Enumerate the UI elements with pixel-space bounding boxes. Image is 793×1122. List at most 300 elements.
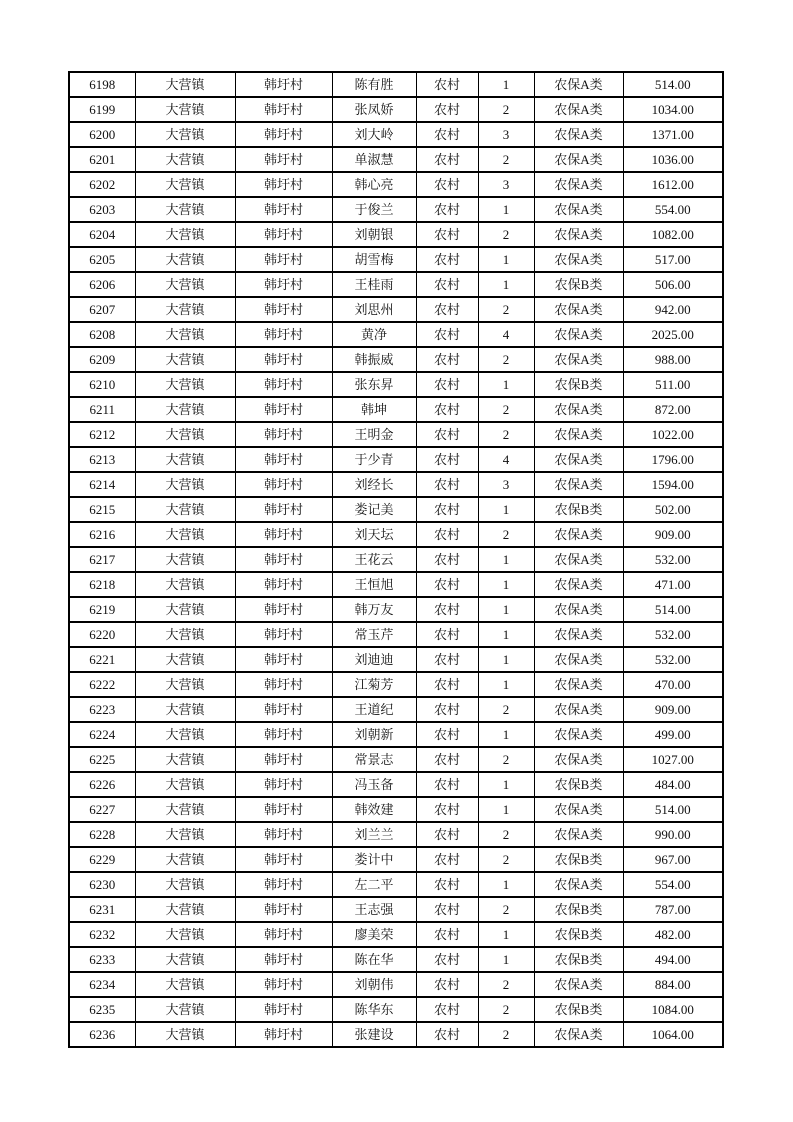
cell-household-type: 农村 (416, 397, 478, 422)
cell-person-count: 2 (478, 822, 534, 847)
table-row (69, 597, 723, 622)
cell-name: 刘迪迪 (332, 647, 416, 672)
cell-serial-number: 6215 (69, 497, 135, 522)
cell-amount: 787.00 (623, 897, 723, 922)
cell-insurance-class: 农保A类 (534, 572, 623, 597)
cell-person-count: 2 (478, 97, 534, 122)
table-row (69, 847, 723, 872)
cell-name: 韩坤 (332, 397, 416, 422)
table-row (69, 947, 723, 972)
cell-name: 廖美荣 (332, 922, 416, 947)
cell-serial-number: 6217 (69, 547, 135, 572)
cell-serial-number: 6218 (69, 572, 135, 597)
cell-serial-number: 6213 (69, 447, 135, 472)
cell-town: 大营镇 (135, 497, 235, 522)
cell-name: 刘思州 (332, 297, 416, 322)
cell-village: 韩圩村 (235, 247, 332, 272)
cell-insurance-class: 农保A类 (534, 397, 623, 422)
cell-person-count: 4 (478, 322, 534, 347)
cell-name: 陈华东 (332, 997, 416, 1022)
cell-insurance-class: 农保A类 (534, 722, 623, 747)
cell-amount: 909.00 (623, 522, 723, 547)
cell-serial-number: 6233 (69, 947, 135, 972)
cell-person-count: 1 (478, 797, 534, 822)
cell-serial-number: 6228 (69, 822, 135, 847)
cell-village: 韩圩村 (235, 147, 332, 172)
cell-household-type: 农村 (416, 972, 478, 997)
table-row (69, 347, 723, 372)
cell-person-count: 1 (478, 197, 534, 222)
cell-person-count: 1 (478, 872, 534, 897)
cell-serial-number: 6202 (69, 172, 135, 197)
cell-town: 大营镇 (135, 797, 235, 822)
cell-household-type: 农村 (416, 347, 478, 372)
table-row (69, 797, 723, 822)
table-row (69, 447, 723, 472)
cell-household-type: 农村 (416, 497, 478, 522)
cell-village: 韩圩村 (235, 497, 332, 522)
cell-name: 王花云 (332, 547, 416, 572)
cell-household-type: 农村 (416, 847, 478, 872)
cell-insurance-class: 农保A类 (534, 422, 623, 447)
cell-name: 王恒旭 (332, 572, 416, 597)
cell-town: 大营镇 (135, 297, 235, 322)
cell-serial-number: 6232 (69, 922, 135, 947)
cell-person-count: 2 (478, 697, 534, 722)
table-row (69, 147, 723, 172)
cell-village: 韩圩村 (235, 297, 332, 322)
cell-town: 大营镇 (135, 147, 235, 172)
cell-person-count: 2 (478, 972, 534, 997)
cell-household-type: 农村 (416, 722, 478, 747)
cell-household-type: 农村 (416, 872, 478, 897)
cell-household-type: 农村 (416, 272, 478, 297)
cell-insurance-class: 农保A类 (534, 172, 623, 197)
cell-amount: 514.00 (623, 597, 723, 622)
cell-amount: 1371.00 (623, 122, 723, 147)
cell-town: 大营镇 (135, 747, 235, 772)
cell-village: 韩圩村 (235, 597, 332, 622)
cell-name: 陈有胜 (332, 72, 416, 97)
table-row (69, 97, 723, 122)
cell-amount: 1036.00 (623, 147, 723, 172)
cell-person-count: 4 (478, 447, 534, 472)
cell-serial-number: 6198 (69, 72, 135, 97)
table-row (69, 72, 723, 97)
cell-town: 大营镇 (135, 472, 235, 497)
cell-town: 大营镇 (135, 122, 235, 147)
table-row (69, 972, 723, 997)
cell-town: 大营镇 (135, 272, 235, 297)
cell-name: 刘朝银 (332, 222, 416, 247)
cell-insurance-class: 农保A类 (534, 147, 623, 172)
cell-insurance-class: 农保A类 (534, 597, 623, 622)
cell-town: 大营镇 (135, 547, 235, 572)
table-row (69, 647, 723, 672)
cell-amount: 471.00 (623, 572, 723, 597)
table-row (69, 547, 723, 572)
cell-village: 韩圩村 (235, 622, 332, 647)
cell-serial-number: 6200 (69, 122, 135, 147)
cell-town: 大营镇 (135, 772, 235, 797)
cell-person-count: 1 (478, 947, 534, 972)
cell-serial-number: 6220 (69, 622, 135, 647)
table-row (69, 922, 723, 947)
cell-town: 大营镇 (135, 222, 235, 247)
cell-insurance-class: 农保A类 (534, 697, 623, 722)
table-row (69, 497, 723, 522)
cell-person-count: 1 (478, 497, 534, 522)
cell-person-count: 1 (478, 72, 534, 97)
cell-town: 大营镇 (135, 1022, 235, 1047)
cell-person-count: 2 (478, 747, 534, 772)
cell-name: 于俊兰 (332, 197, 416, 222)
cell-amount: 494.00 (623, 947, 723, 972)
cell-village: 韩圩村 (235, 522, 332, 547)
table-row (69, 272, 723, 297)
cell-town: 大营镇 (135, 97, 235, 122)
cell-insurance-class: 农保B类 (534, 897, 623, 922)
cell-insurance-class: 农保A类 (534, 822, 623, 847)
cell-amount: 517.00 (623, 247, 723, 272)
cell-name: 刘天坛 (332, 522, 416, 547)
cell-town: 大营镇 (135, 822, 235, 847)
cell-household-type: 农村 (416, 597, 478, 622)
cell-person-count: 2 (478, 1022, 534, 1047)
cell-insurance-class: 农保B类 (534, 922, 623, 947)
cell-village: 韩圩村 (235, 747, 332, 772)
cell-name: 刘朝新 (332, 722, 416, 747)
cell-village: 韩圩村 (235, 347, 332, 372)
cell-serial-number: 6205 (69, 247, 135, 272)
cell-household-type: 农村 (416, 422, 478, 447)
table-row (69, 722, 723, 747)
cell-serial-number: 6225 (69, 747, 135, 772)
cell-village: 韩圩村 (235, 322, 332, 347)
cell-serial-number: 6235 (69, 997, 135, 1022)
cell-name: 常景志 (332, 747, 416, 772)
cell-insurance-class: 农保A类 (534, 522, 623, 547)
cell-village: 韩圩村 (235, 197, 332, 222)
cell-household-type: 农村 (416, 172, 478, 197)
cell-name: 王桂雨 (332, 272, 416, 297)
cell-name: 韩效建 (332, 797, 416, 822)
cell-amount: 872.00 (623, 397, 723, 422)
cell-name: 张建设 (332, 1022, 416, 1047)
cell-insurance-class: 农保B类 (534, 997, 623, 1022)
cell-village: 韩圩村 (235, 822, 332, 847)
cell-name: 于少青 (332, 447, 416, 472)
cell-insurance-class: 农保A类 (534, 547, 623, 572)
cell-serial-number: 6212 (69, 422, 135, 447)
cell-person-count: 3 (478, 172, 534, 197)
cell-name: 刘经长 (332, 472, 416, 497)
cell-town: 大营镇 (135, 422, 235, 447)
cell-village: 韩圩村 (235, 272, 332, 297)
cell-household-type: 农村 (416, 947, 478, 972)
cell-amount: 942.00 (623, 297, 723, 322)
table-row (69, 322, 723, 347)
cell-name: 冯玉备 (332, 772, 416, 797)
cell-insurance-class: 农保A类 (534, 322, 623, 347)
cell-insurance-class: 农保A类 (534, 347, 623, 372)
cell-name: 刘大岭 (332, 122, 416, 147)
cell-town: 大营镇 (135, 697, 235, 722)
cell-amount: 884.00 (623, 972, 723, 997)
cell-town: 大营镇 (135, 522, 235, 547)
cell-serial-number: 6209 (69, 347, 135, 372)
cell-village: 韩圩村 (235, 722, 332, 747)
table-row (69, 297, 723, 322)
table-row (69, 672, 723, 697)
cell-serial-number: 6222 (69, 672, 135, 697)
cell-person-count: 2 (478, 422, 534, 447)
cell-insurance-class: 农保A类 (534, 297, 623, 322)
cell-village: 韩圩村 (235, 372, 332, 397)
cell-insurance-class: 农保A类 (534, 197, 623, 222)
cell-village: 韩圩村 (235, 897, 332, 922)
cell-town: 大营镇 (135, 722, 235, 747)
cell-insurance-class: 农保A类 (534, 247, 623, 272)
cell-amount: 1034.00 (623, 97, 723, 122)
table-row (69, 572, 723, 597)
cell-household-type: 农村 (416, 897, 478, 922)
cell-household-type: 农村 (416, 372, 478, 397)
cell-insurance-class: 农保A类 (534, 747, 623, 772)
cell-household-type: 农村 (416, 572, 478, 597)
cell-serial-number: 6208 (69, 322, 135, 347)
cell-serial-number: 6219 (69, 597, 135, 622)
cell-amount: 1796.00 (623, 447, 723, 472)
cell-household-type: 农村 (416, 247, 478, 272)
cell-person-count: 2 (478, 847, 534, 872)
cell-serial-number: 6199 (69, 97, 135, 122)
cell-village: 韩圩村 (235, 947, 332, 972)
cell-town: 大营镇 (135, 347, 235, 372)
cell-household-type: 农村 (416, 97, 478, 122)
table-row (69, 622, 723, 647)
cell-village: 韩圩村 (235, 397, 332, 422)
cell-name: 左二平 (332, 872, 416, 897)
cell-name: 张凤娇 (332, 97, 416, 122)
cell-household-type: 农村 (416, 147, 478, 172)
cell-amount: 532.00 (623, 547, 723, 572)
cell-person-count: 2 (478, 347, 534, 372)
cell-amount: 532.00 (623, 622, 723, 647)
cell-person-count: 1 (478, 672, 534, 697)
cell-village: 韩圩村 (235, 972, 332, 997)
cell-village: 韩圩村 (235, 572, 332, 597)
cell-name: 韩万友 (332, 597, 416, 622)
table-row (69, 697, 723, 722)
cell-household-type: 农村 (416, 522, 478, 547)
cell-amount: 909.00 (623, 697, 723, 722)
cell-town: 大营镇 (135, 622, 235, 647)
cell-serial-number: 6214 (69, 472, 135, 497)
cell-amount: 532.00 (623, 647, 723, 672)
cell-person-count: 2 (478, 522, 534, 547)
cell-amount: 967.00 (623, 847, 723, 872)
cell-person-count: 1 (478, 622, 534, 647)
cell-village: 韩圩村 (235, 872, 332, 897)
cell-serial-number: 6210 (69, 372, 135, 397)
cell-village: 韩圩村 (235, 922, 332, 947)
cell-household-type: 农村 (416, 797, 478, 822)
cell-village: 韩圩村 (235, 772, 332, 797)
cell-insurance-class: 农保A类 (534, 622, 623, 647)
cell-household-type: 农村 (416, 922, 478, 947)
cell-name: 江菊芳 (332, 672, 416, 697)
payment-table-body (69, 72, 723, 1047)
cell-amount: 2025.00 (623, 322, 723, 347)
cell-serial-number: 6201 (69, 147, 135, 172)
cell-town: 大营镇 (135, 872, 235, 897)
table-row (69, 422, 723, 447)
cell-person-count: 1 (478, 722, 534, 747)
cell-amount: 470.00 (623, 672, 723, 697)
cell-household-type: 农村 (416, 72, 478, 97)
table-row (69, 372, 723, 397)
cell-person-count: 1 (478, 772, 534, 797)
cell-person-count: 1 (478, 647, 534, 672)
cell-person-count: 1 (478, 572, 534, 597)
cell-household-type: 农村 (416, 697, 478, 722)
cell-serial-number: 6231 (69, 897, 135, 922)
cell-village: 韩圩村 (235, 847, 332, 872)
cell-household-type: 农村 (416, 622, 478, 647)
cell-town: 大营镇 (135, 397, 235, 422)
cell-village: 韩圩村 (235, 422, 332, 447)
cell-household-type: 农村 (416, 672, 478, 697)
cell-person-count: 1 (478, 922, 534, 947)
cell-person-count: 2 (478, 222, 534, 247)
cell-serial-number: 6206 (69, 272, 135, 297)
table-row (69, 1022, 723, 1047)
table-row (69, 222, 723, 247)
cell-amount: 511.00 (623, 372, 723, 397)
cell-village: 韩圩村 (235, 1022, 332, 1047)
cell-village: 韩圩村 (235, 797, 332, 822)
table-row (69, 747, 723, 772)
table-row (69, 897, 723, 922)
cell-person-count: 1 (478, 372, 534, 397)
cell-serial-number: 6221 (69, 647, 135, 672)
table-row (69, 822, 723, 847)
cell-serial-number: 6230 (69, 872, 135, 897)
cell-household-type: 农村 (416, 997, 478, 1022)
cell-serial-number: 6236 (69, 1022, 135, 1047)
cell-insurance-class: 农保A类 (534, 647, 623, 672)
cell-serial-number: 6203 (69, 197, 135, 222)
cell-household-type: 农村 (416, 1022, 478, 1047)
cell-amount: 1022.00 (623, 422, 723, 447)
cell-name: 单淑慧 (332, 147, 416, 172)
cell-town: 大营镇 (135, 847, 235, 872)
table-row (69, 472, 723, 497)
cell-name: 韩心亮 (332, 172, 416, 197)
cell-name: 王志强 (332, 897, 416, 922)
cell-insurance-class: 农保B类 (534, 497, 623, 522)
cell-town: 大营镇 (135, 647, 235, 672)
cell-insurance-class: 农保A类 (534, 972, 623, 997)
cell-amount: 1064.00 (623, 1022, 723, 1047)
cell-name: 陈在华 (332, 947, 416, 972)
cell-amount: 1027.00 (623, 747, 723, 772)
cell-insurance-class: 农保A类 (534, 97, 623, 122)
cell-village: 韩圩村 (235, 447, 332, 472)
cell-town: 大营镇 (135, 897, 235, 922)
cell-name: 刘朝伟 (332, 972, 416, 997)
table-row (69, 872, 723, 897)
cell-insurance-class: 农保A类 (534, 672, 623, 697)
cell-serial-number: 6226 (69, 772, 135, 797)
cell-town: 大营镇 (135, 322, 235, 347)
cell-village: 韩圩村 (235, 647, 332, 672)
cell-serial-number: 6224 (69, 722, 135, 747)
cell-name: 王明金 (332, 422, 416, 447)
cell-village: 韩圩村 (235, 672, 332, 697)
cell-person-count: 3 (478, 472, 534, 497)
table-row (69, 172, 723, 197)
cell-name: 刘兰兰 (332, 822, 416, 847)
cell-amount: 990.00 (623, 822, 723, 847)
cell-person-count: 2 (478, 297, 534, 322)
cell-amount: 502.00 (623, 497, 723, 522)
cell-village: 韩圩村 (235, 472, 332, 497)
cell-household-type: 农村 (416, 122, 478, 147)
cell-town: 大营镇 (135, 572, 235, 597)
pension-payment-table (68, 71, 724, 1048)
cell-amount: 484.00 (623, 772, 723, 797)
cell-town: 大营镇 (135, 172, 235, 197)
cell-insurance-class: 农保A类 (534, 472, 623, 497)
cell-insurance-class: 农保A类 (534, 447, 623, 472)
cell-town: 大营镇 (135, 922, 235, 947)
cell-village: 韩圩村 (235, 172, 332, 197)
cell-household-type: 农村 (416, 447, 478, 472)
cell-village: 韩圩村 (235, 72, 332, 97)
cell-person-count: 1 (478, 597, 534, 622)
cell-town: 大营镇 (135, 947, 235, 972)
cell-name: 胡雪梅 (332, 247, 416, 272)
cell-village: 韩圩村 (235, 997, 332, 1022)
cell-person-count: 2 (478, 997, 534, 1022)
cell-name: 韩振威 (332, 347, 416, 372)
cell-serial-number: 6234 (69, 972, 135, 997)
cell-amount: 988.00 (623, 347, 723, 372)
cell-amount: 506.00 (623, 272, 723, 297)
cell-name: 张东昇 (332, 372, 416, 397)
cell-amount: 1612.00 (623, 172, 723, 197)
cell-name: 常玉芹 (332, 622, 416, 647)
cell-insurance-class: 农保B类 (534, 272, 623, 297)
cell-serial-number: 6216 (69, 522, 135, 547)
cell-serial-number: 6211 (69, 397, 135, 422)
cell-village: 韩圩村 (235, 97, 332, 122)
cell-town: 大营镇 (135, 597, 235, 622)
cell-insurance-class: 农保A类 (534, 222, 623, 247)
cell-serial-number: 6223 (69, 697, 135, 722)
table-row (69, 522, 723, 547)
cell-person-count: 1 (478, 547, 534, 572)
cell-village: 韩圩村 (235, 222, 332, 247)
cell-insurance-class: 农保B类 (534, 372, 623, 397)
cell-household-type: 农村 (416, 222, 478, 247)
cell-insurance-class: 农保A类 (534, 797, 623, 822)
cell-town: 大营镇 (135, 197, 235, 222)
cell-amount: 554.00 (623, 197, 723, 222)
cell-amount: 554.00 (623, 872, 723, 897)
